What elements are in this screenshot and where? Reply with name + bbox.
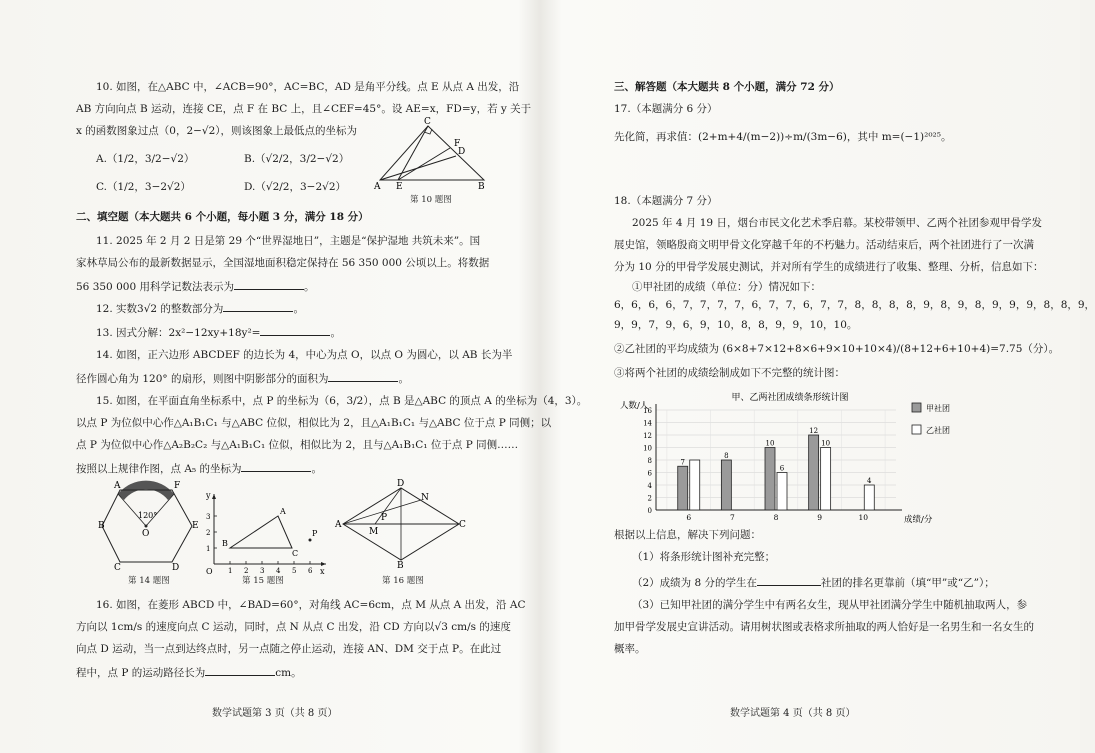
- q14-line1: 14. 如图，正六边形 ABCDEF 的边长为 4，中心为点 O，以点 O 为圆心，以 AB 长为半: [96, 349, 513, 361]
- q15-xtick-5: 5: [292, 567, 297, 575]
- q17-heading: 17.（本题满分 6 分）: [614, 103, 718, 115]
- q16-line1: 16. 如图，在菱形 ABCD 中，∠BAD=60°，对角线 AC=6cm，点 M 从点 A 出发，沿 AC: [96, 599, 526, 611]
- chart-ytick-label: 16: [643, 407, 652, 415]
- q18-after: 根据以上信息，解决下列问题：: [614, 529, 761, 541]
- q10-option-d: D.（√2/2，3−2√2）: [244, 181, 347, 193]
- q14-label-a: A: [114, 481, 121, 491]
- chart-ytick-label: 2: [647, 494, 652, 503]
- q18-sub1: （1）将条形统计图补充完整；: [632, 551, 776, 563]
- q16-text: 程中，点 P 的运动路径长为: [76, 667, 206, 679]
- chart-ylabel: 人数/人: [620, 401, 649, 411]
- q16-unit: cm。: [275, 667, 302, 679]
- q12-answer-blank[interactable]: [223, 300, 293, 312]
- q11-answer-blank[interactable]: [234, 278, 304, 290]
- q11-line1: 11. 2025 年 2 月 2 日是第 29 个“世界湿地日”，主题是“保护湿地 共筑未来”。国: [96, 235, 481, 247]
- q14-line2: 径作圆心角为 120° 的扇形，则图中阴影部分的面积为 。: [76, 370, 409, 387]
- q10-label-d: D: [458, 147, 466, 157]
- chart-ytick-label: 8: [647, 457, 652, 465]
- q18-sub2-text: （2）成绩为 8 分的学生在: [632, 577, 758, 589]
- q15-ytick-1: 1: [206, 545, 211, 553]
- chart-data-label: 10: [821, 439, 831, 448]
- q15-ytick-3: 3: [206, 513, 211, 521]
- chart-ytick-label: 6: [647, 469, 652, 478]
- q14-label-e: E: [192, 521, 199, 531]
- chart-bar-jia: [809, 435, 819, 510]
- chart-legend-label: 甲社团: [926, 404, 950, 413]
- q15-xtick-4: 4: [276, 567, 281, 575]
- q10-option-b: B.（√2/2，3/2−√2）: [244, 153, 350, 165]
- q18-sub2: [632, 574, 995, 591]
- q18-sub3-line1: （3）已知甲社团的满分学生中有两名女生，现从甲社团满分学生中随机抽取两人，参: [632, 599, 1028, 611]
- chart-legend-label: 乙社团: [926, 426, 950, 435]
- q16-caption: 第 16 题图: [382, 576, 424, 586]
- section-2-heading: 二、填空题（本大题共 6 个小题，每小题 3 分，满分 18 分）: [76, 211, 369, 223]
- chart-bars: [678, 427, 875, 522]
- q16-answer-blank[interactable]: [205, 664, 275, 676]
- q15-label-p: P: [312, 529, 318, 538]
- q10-figure: [372, 118, 492, 190]
- q16-line2: 方向以 1cm/s 的速度向点 C 运动，同时，点 N 从点 C 出发，沿 CD 方向以√3 cm/s 的速度: [76, 621, 511, 633]
- q18-sub3-line2: 加甲骨学发展史宣讲活动。请用树状图或表格求所抽取的两人恰好是一名男生和一名女生的: [614, 621, 1034, 633]
- chart-ytick-label: 14: [643, 419, 652, 428]
- q15-xtick-2: 2: [244, 567, 249, 575]
- q16-figure: [335, 479, 467, 571]
- q15-line1: 15. 如图，在平面直角坐标系中，点 P 的坐标为（6，3/2），点 B 是△ABC 的顶点 A 的坐标为（4，3）。: [96, 395, 588, 407]
- page-4: [540, 0, 1095, 753]
- chart-bar-yi: [777, 473, 787, 511]
- q18-heading: 18.（本题满分 7 分）: [614, 195, 718, 207]
- q18-sub2-tail: 社团的排名更靠前（填“甲”或“乙”）；: [821, 577, 995, 589]
- q15-text: 按照以上规律作图，点 A₅ 的坐标为: [76, 463, 242, 475]
- q10-line3: x 的函数图象过点（0，2−√2），则该图象上最低点的坐标为: [76, 125, 358, 137]
- q10-line1: 10. 如图，在△ABC 中，∠ACB=90°，AC=BC，AD 是角平分线。点 E 从点 A 出发，沿: [96, 81, 520, 93]
- q14-answer-blank[interactable]: [328, 370, 398, 382]
- q15-line2: 以点 P 为位似中心作△A₁B₁C₁ 与△ABC 位似，相似比为 2，且△A₁B₁C₁ 与△ABC 位于点 P 同侧；以: [76, 417, 552, 429]
- q14-label-b: B: [98, 521, 105, 531]
- page-4-footer: 数学试题第 4 页（共 8 页）: [730, 708, 856, 719]
- q18-line2: 展史馆，领略殷商文明甲骨文化穿越千年的不朽魅力。活动结束后，两个社团进行了一次满: [614, 239, 1034, 251]
- q18-data2: 9，9，7，9，6，9，10，8，8，9，9，10，10。: [614, 319, 858, 331]
- q18-item3: ③将两个社团的成绩绘制成如下不完整的统计图：: [614, 367, 845, 379]
- chart-data-label: 6: [779, 464, 785, 473]
- q15-origin: O: [206, 567, 213, 576]
- q13: 13. 因式分解：2x²−12xy+18y²= 。: [96, 324, 341, 341]
- q15-ytick-2: 2: [206, 529, 211, 537]
- q15-figure: [200, 490, 330, 574]
- chart-bar-yi: [690, 460, 700, 510]
- chart-bar-jia: [765, 448, 775, 511]
- q14-text: 径作圆心角为 120° 的扇形，则图中阴影部分的面积为: [76, 373, 329, 385]
- q14-angle-label: 120°: [138, 511, 158, 520]
- q17-body: 先化简，再求值：(2+m+4/(m−2))÷m/(3m−6)，其中 m=(−1)²⁰²⁵。: [614, 131, 952, 143]
- chart-data-label: 7: [680, 458, 685, 467]
- q10-label-f: F: [454, 139, 461, 149]
- q15-xtick-6: 6: [308, 567, 313, 575]
- q15-label-b: B: [222, 539, 228, 548]
- q16-line4: [76, 664, 302, 681]
- q16-label-n: N: [421, 493, 429, 503]
- q11-line2: 家林草局公布的最新数据显示，全国湿地面积稳定保持在 56 350 000 公顷以上。将数据: [76, 257, 490, 269]
- q10-caption: 第 10 题图: [410, 195, 452, 205]
- q15-label-c: C: [292, 549, 299, 558]
- chart-bar-jia: [678, 466, 688, 510]
- chart-legend-swatch: [912, 425, 921, 434]
- q10-label-b: B: [478, 182, 485, 192]
- q16-label-p: P: [381, 513, 388, 523]
- q18-item2: ②乙社团的平均成绩为 (6×8+7×12+8×6+9×10+10×4)/(8+12+6+10+4)=7.75（分）。: [614, 343, 1060, 355]
- chart-data-label: 10: [765, 439, 775, 448]
- q18-line3: 分为 10 分的甲骨学发展史测试，并对所有学生的成绩进行了收集、整理、分析，信息如下：: [614, 261, 1044, 273]
- q13-text: 13. 因式分解：2x²−12xy+18y²=: [96, 327, 261, 339]
- chart-bar-jia: [721, 460, 731, 510]
- chart-bar-yi: [821, 448, 831, 511]
- chart-legend: [912, 403, 950, 435]
- q15-axis-x: x: [320, 567, 325, 576]
- section-3-heading: 三、解答题（本大题共 8 个小题，满分 72 分）: [614, 81, 840, 93]
- chart-data-label: 12: [809, 427, 819, 435]
- bar-chart: [620, 388, 950, 528]
- q16-label-b: B: [397, 561, 404, 571]
- q15-line4: 按照以上规律作图，点 A₅ 的坐标为 。: [76, 460, 322, 477]
- chart-ytick-label: 12: [643, 432, 652, 440]
- q15-axis-y: y: [206, 491, 211, 500]
- q11-text: 56 350 000 用科学记数法表示为: [76, 281, 234, 293]
- chart-data-label: 4: [867, 477, 872, 485]
- page-3-footer: 数学试题第 3 页（共 8 页）: [212, 708, 338, 719]
- q18-data1: 6，6，6，6，7，7，7，7，6，7，7，6，7，7，8，8，8，8，9，8，9，8，9，9，9，8，8，9，: [614, 299, 1095, 311]
- q14-figure: [98, 481, 200, 573]
- bar-chart-svg: [620, 388, 950, 528]
- q12: 12. 实数3√2 的整数部分为 。: [96, 300, 304, 317]
- q15-answer-blank[interactable]: [241, 460, 311, 472]
- chart-data-label: 8: [724, 452, 729, 460]
- q18-sub2-blank[interactable]: [757, 574, 821, 586]
- chart-xtick-label: 6: [686, 513, 692, 522]
- q10-label-c: C: [424, 117, 431, 127]
- q15-line3: 点 P 为位似中心作△A₂B₂C₂ 与△A₁B₁C₁ 位似，相似比为 2，且与△A₁B₁C₁ 位于点 P 同侧……: [76, 439, 519, 451]
- q16-label-m: M: [369, 527, 379, 537]
- chart-xtick-label: 7: [729, 513, 735, 522]
- q16-label-d: D: [397, 479, 405, 489]
- chart-title: 甲、乙两社团成绩条形统计图: [731, 393, 849, 403]
- q15-xtick-3: 3: [260, 567, 265, 575]
- q16-line3: 向点 D 运动，当一点到达终点时，另一点随之停止运动，连接 AN、DM 交于点 P。在此过: [76, 643, 502, 655]
- chart-ytick-label: 4: [647, 482, 652, 490]
- q11-line3: 56 350 000 用科学记数法表示为 。: [76, 278, 314, 295]
- q10-line2: AB 方向向点 B 运动，连接 CE，点 F 在 BC 上，且∠CEF=45°。设 AE=x，FD=y，若 y 关于: [76, 103, 532, 115]
- q10-label-a: A: [374, 182, 381, 192]
- q10-label-e: E: [396, 182, 403, 192]
- chart-legend-swatch: [912, 403, 921, 412]
- q14-label-c: C: [114, 563, 121, 573]
- q16-label-a: A: [335, 520, 342, 530]
- chart-xtick-label: 8: [773, 513, 779, 522]
- q14-label-o: O: [142, 529, 150, 539]
- chart-bar-yi: [864, 485, 874, 510]
- q10-option-a: A.（1/2，3/2−√2）: [96, 153, 195, 165]
- q14-label-f: F: [174, 481, 181, 491]
- q18-line1: 2025 年 4 月 19 日，烟台市民文化艺术季启幕。某校带领甲、乙两个社团参观甲骨学发: [632, 217, 1042, 229]
- q12-text: 12. 实数3√2 的整数部分为: [96, 303, 224, 315]
- q14-label-d: D: [172, 563, 180, 573]
- chart-xlabel: 成绩/分: [904, 515, 933, 525]
- chart-xtick-label: 9: [817, 513, 823, 522]
- q18-item1: ①甲社团的成绩（单位：分）情况如下：: [632, 281, 821, 293]
- chart-ytick-label: 0: [647, 507, 652, 515]
- q13-answer-blank[interactable]: [260, 324, 330, 336]
- q15-label-a: A: [280, 507, 286, 516]
- q16-label-c: C: [459, 520, 466, 530]
- q18-sub3-line3: 概率。: [614, 643, 646, 655]
- q10-option-c: C.（1/2，3−2√2）: [96, 181, 191, 193]
- q15-caption: 第 15 题图: [242, 576, 284, 586]
- chart-ytick-label: 10: [643, 444, 652, 453]
- chart-xtick-label: 10: [858, 513, 869, 522]
- q14-caption: 第 14 题图: [128, 576, 170, 586]
- q15-xtick-1: 1: [228, 567, 233, 575]
